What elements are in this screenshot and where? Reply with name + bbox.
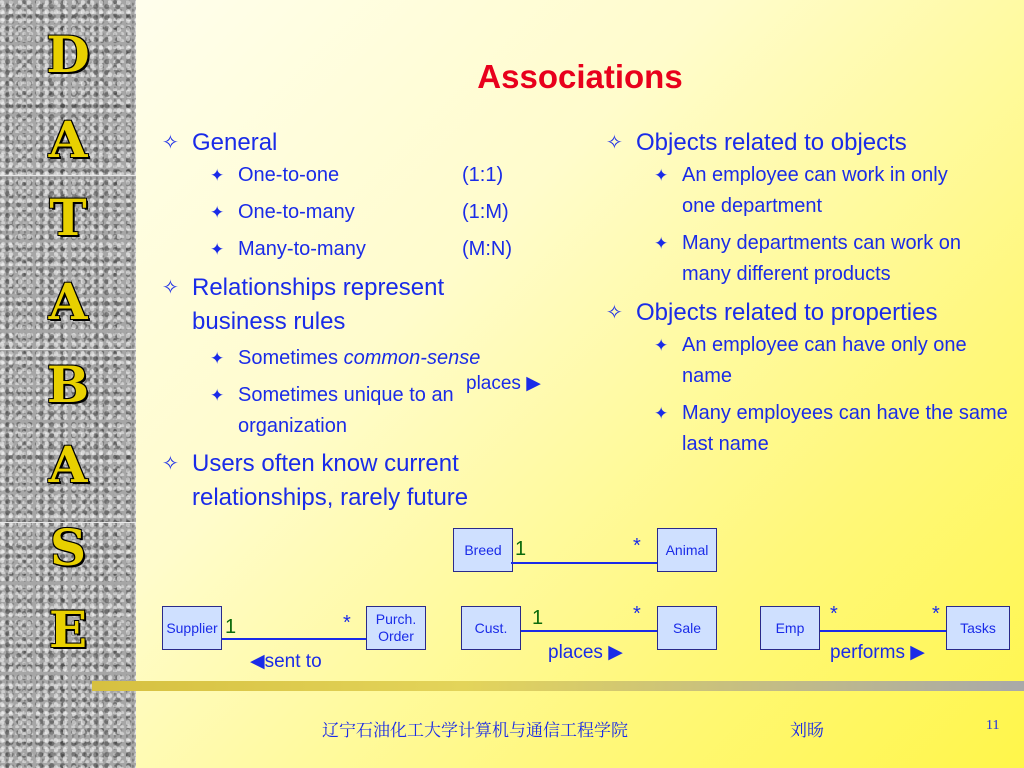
- sidebar-letter: S: [49, 518, 87, 577]
- cardinality-name: One-to-one: [238, 164, 340, 186]
- right-column: [594, 126, 1014, 460]
- sub-bullet: [594, 228, 1012, 290]
- diamond-bullet-icon: ✧: [162, 277, 179, 299]
- bullet-text: Objects related to objects: [636, 129, 907, 156]
- bullet-users-know: [150, 447, 562, 515]
- association-label: places ▶: [548, 642, 623, 663]
- cardinality-item: [150, 160, 580, 191]
- overlay-places-label: places ▶: [466, 373, 541, 394]
- bullet-text: An employee can have only one name: [682, 334, 967, 387]
- cardinality-item: [150, 234, 580, 265]
- sub-bullet: [594, 160, 982, 222]
- left-column: [150, 126, 580, 515]
- diamond-bullet-icon: ✧: [606, 132, 623, 154]
- star-bullet-icon: ✦: [654, 404, 669, 423]
- sidebar-letter: B: [46, 355, 90, 414]
- tasks-class-box: Tasks: [946, 606, 1010, 650]
- sidebar-letter: A: [48, 435, 88, 494]
- bullet-business-rules: [150, 271, 522, 339]
- bullet-text: An employee can work in only one department: [682, 164, 948, 217]
- association-line: [820, 630, 946, 632]
- animal-class-box: Animal: [657, 528, 717, 572]
- association-label: performs ▶: [830, 642, 925, 663]
- page-number: 11: [986, 718, 1000, 733]
- star-bullet-icon: ✦: [210, 386, 225, 405]
- diamond-bullet-icon: ✧: [606, 302, 623, 324]
- sidebar-letter: T: [49, 188, 87, 247]
- sometimes-label: Sometimes: [238, 347, 344, 369]
- sidebar-divider: [0, 175, 136, 176]
- bullet-text: Objects related to properties: [636, 299, 938, 326]
- sidebar-letter: D: [46, 25, 90, 84]
- sale-class-box: Sale: [657, 606, 717, 650]
- multiplicity-label: 1: [532, 607, 544, 629]
- bullet-text: Relationships represent business rules: [192, 274, 445, 335]
- star-bullet-icon: ✦: [654, 234, 669, 253]
- star-bullet-icon: ✦: [210, 349, 225, 368]
- multiplicity-label: *: [633, 535, 641, 557]
- association-line: [521, 630, 657, 632]
- multiplicity-label: *: [932, 603, 940, 625]
- sidebar-letter: A: [48, 110, 88, 169]
- diamond-bullet-icon: ✧: [162, 453, 179, 475]
- sub-bullet: [594, 330, 1012, 392]
- sidebar-letter: A: [48, 272, 88, 331]
- sub-bullet-common-sense: [150, 343, 580, 374]
- star-bullet-icon: ✦: [654, 166, 669, 185]
- footer-author: 刘旸: [790, 721, 824, 741]
- customer-class-box: Cust.: [461, 606, 521, 650]
- bullet-text: Sometimes unique to an organization: [238, 384, 454, 437]
- association-label: ◀sent to: [250, 651, 322, 672]
- star-bullet-icon: ✦: [654, 336, 669, 355]
- multiplicity-label: *: [830, 603, 838, 625]
- bullet-text: Users often know current relationships, rarely future: [192, 450, 469, 511]
- bullet-text: Many employees can have the same last name: [682, 402, 1008, 455]
- cardinality-notation: (M:N): [462, 238, 512, 260]
- association-line: [222, 638, 366, 640]
- star-bullet-icon: ✦: [210, 203, 225, 222]
- bottom-divider-band: [92, 681, 1024, 691]
- multiplicity-label: 1: [225, 616, 237, 638]
- bullet-general: [150, 126, 580, 160]
- bullet-text: General: [192, 129, 278, 156]
- cardinality-name: One-to-many: [238, 201, 355, 223]
- diamond-bullet-icon: ✧: [162, 132, 179, 154]
- slide-title: Associations: [477, 58, 683, 95]
- cardinality-item: [150, 197, 580, 228]
- star-bullet-icon: ✦: [210, 166, 225, 185]
- employee-class-box: Emp: [760, 606, 820, 650]
- sub-bullet: [594, 398, 1012, 460]
- multiplicity-label: *: [633, 603, 641, 625]
- bullet-objects-objects: [594, 126, 1014, 160]
- cardinality-notation: (1:M): [462, 201, 509, 223]
- bullet-objects-properties: [594, 296, 1014, 330]
- sidebar: [0, 0, 136, 768]
- star-bullet-icon: ✦: [210, 240, 225, 259]
- cardinality-notation: (1:1): [462, 164, 504, 186]
- sidebar-divider: [0, 349, 136, 350]
- footer-institution: 辽宁石油化工大学计算机与通信工程学院: [322, 721, 628, 741]
- cardinality-name: Many-to-many: [238, 238, 366, 260]
- sidebar-letter: E: [48, 600, 88, 659]
- multiplicity-label: 1: [515, 538, 527, 560]
- supplier-class-box: Supplier: [162, 606, 222, 650]
- association-line: [511, 562, 657, 564]
- breed-class-box: Breed: [453, 528, 513, 572]
- multiplicity-label: *: [343, 612, 351, 634]
- purchase-order-class-box: Purch. Order: [366, 606, 426, 650]
- common-sense-text: common-sense: [343, 347, 481, 369]
- bullet-text: Many departments can work on many different products: [682, 232, 962, 285]
